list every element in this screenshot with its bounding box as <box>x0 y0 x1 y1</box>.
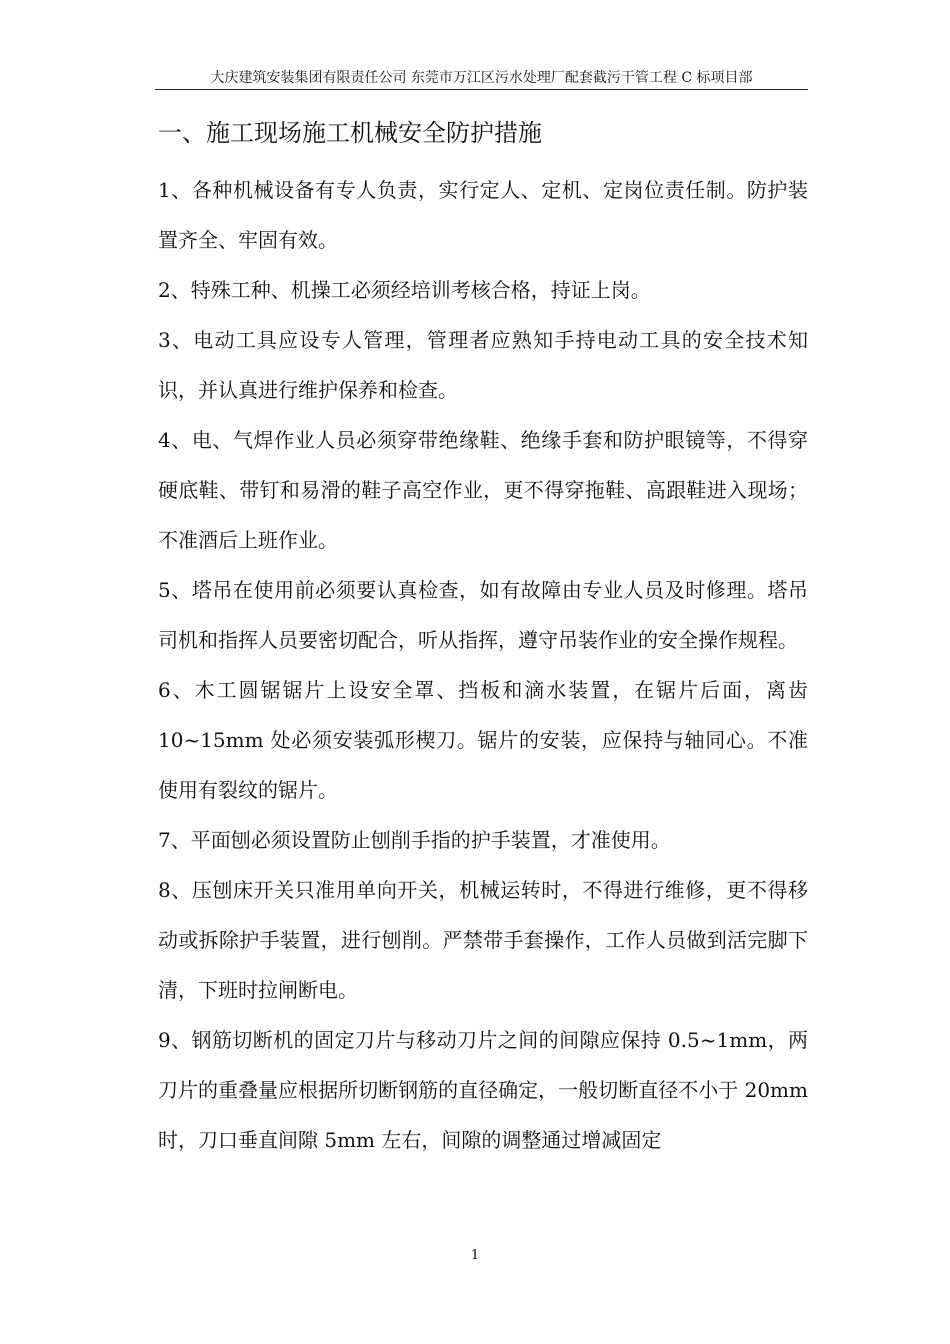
paragraph-8: 8、压刨床开关只准用单向开关，机械运转时，不得进行维修，更不得移动或拆除护手装置，进行刨削。严禁带手套操作，工作人员做到活完脚下清，下班时拉闸断电。 <box>158 878 808 1002</box>
paragraph-1: 1、各种机械设备有专人负责，实行定人、定机、定岗位责任制。防护装置齐全、牢固有效。 <box>158 178 808 252</box>
section-title: 一、施工现场施工机械安全防护措施 <box>158 119 542 147</box>
document-body <box>158 113 808 1165</box>
paragraph-2: 2、特殊工种、机操工必须经培训考核合格，持证上岗。 <box>158 278 651 302</box>
paragraph-3: 3、电动工具应设专人管理，管理者应熟知手持电动工具的安全技术知识，并认真进行维护保养和检查。 <box>158 328 808 402</box>
paragraph-5: 5、塔吊在使用前必须要认真检查，如有故障由专业人员及时修理。塔吊司机和指挥人员要密切配合，听从指挥，遵守吊装作业的安全操作规程。 <box>158 578 808 652</box>
paragraph-9: 9、钢筋切断机的固定刀片与移动刀片之间的间隙应保持 0.5~1mm，两刀片的重叠量应根据所切断钢筋的直径确定，一般切断直径不小于 20mm 时，刀口垂直间隙 5mm 左右，间隙的调整通过增减固定 <box>158 1028 808 1152</box>
header-text: 大庆建筑安装集团有限责任公司 东莞市万江区污水处理厂配套截污干管工程 C 标项目部 <box>210 70 753 86</box>
paragraph-4: 4、电、气焊作业人员必须穿带绝缘鞋、绝缘手套和防护眼镜等，不得穿硬底鞋、带钉和易滑的鞋子高空作业，更不得穿拖鞋、高跟鞋进入现场；不准酒后上班作业。 <box>158 428 808 552</box>
page-number: 1 <box>470 1248 480 1263</box>
paragraph-7: 7、平面刨必须设置防止刨削手指的护手装置，才准使用。 <box>158 828 671 852</box>
page-header <box>155 68 808 90</box>
paragraph-6: 6、木工圆锯锯片上设安全罩、挡板和滴水装置，在锯片后面，离齿10~15mm 处必须安装弧形楔刀。锯片的安装，应保持与轴同心。不准使用有裂纹的锯片。 <box>158 678 808 802</box>
page-footer <box>0 1248 950 1264</box>
